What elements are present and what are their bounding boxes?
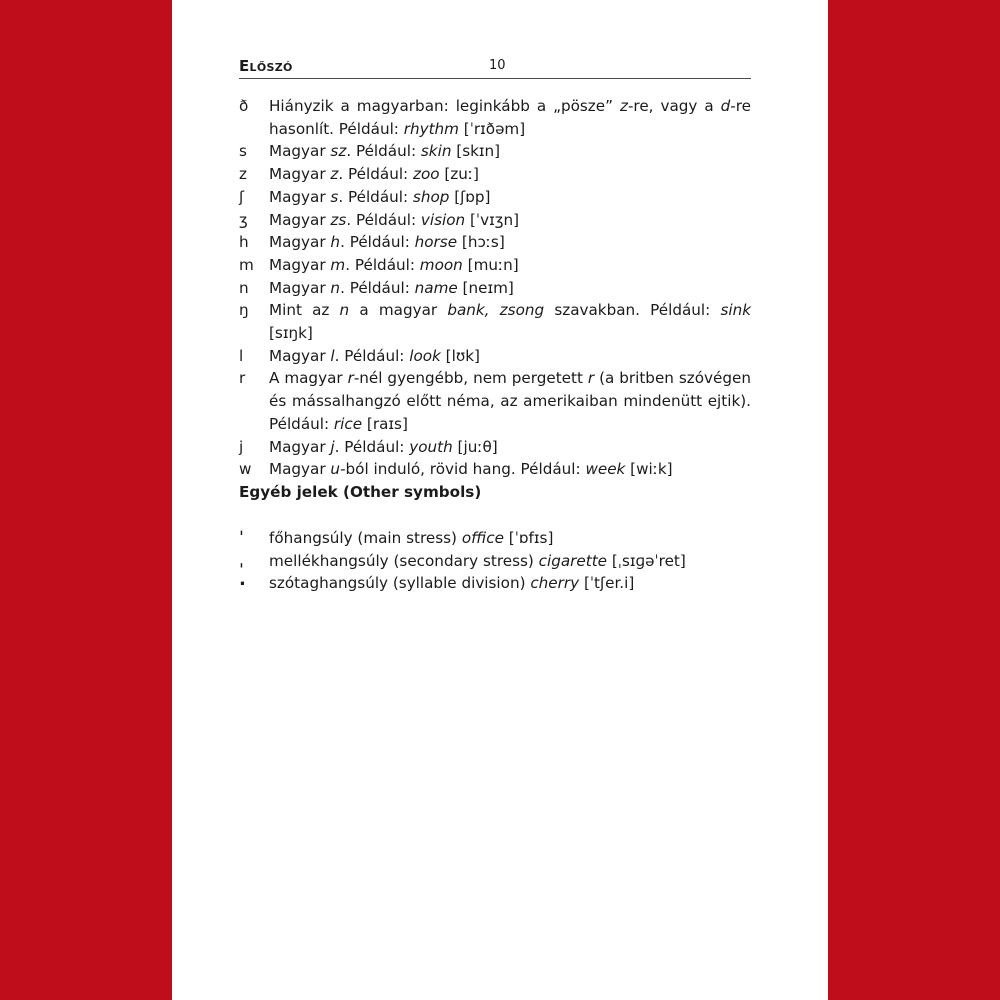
description-text: . Például: — [334, 346, 410, 365]
description-text: Hiányzik a magyarban: leginkább a „pösze” — [269, 97, 620, 115]
description — [269, 436, 751, 459]
description-text: . Például: — [346, 210, 421, 229]
page-number: 10 — [489, 58, 506, 73]
example-italic: j — [330, 437, 335, 456]
description-text: a magyar — [349, 301, 448, 320]
example-italic: cigarette — [538, 551, 608, 570]
description-text: Magyar — [269, 437, 331, 456]
description-text: Magyar — [269, 142, 331, 161]
symbol: ŋ — [239, 301, 249, 320]
description-text: [neɪm] — [457, 278, 514, 297]
description-text: [juːθ] — [452, 437, 498, 456]
example-italic: cherry — [530, 574, 580, 593]
example-italic: zoo — [412, 165, 440, 184]
description — [269, 140, 751, 163]
description-text: Magyar — [269, 278, 331, 297]
symbol: r — [239, 369, 246, 388]
example-italic: week — [585, 460, 626, 479]
example-italic: rice — [333, 414, 363, 433]
description-text: Magyar — [269, 187, 331, 206]
phonetic-symbol-list — [239, 95, 751, 481]
symbol: ˌ — [239, 550, 244, 570]
example-italic: s — [330, 187, 339, 206]
example-italic: n — [330, 278, 341, 297]
description — [269, 163, 751, 186]
description-text: [ˌsɪɡəˈret] — [607, 551, 686, 570]
symbol: h — [239, 233, 249, 252]
list-item — [239, 367, 751, 435]
description — [269, 367, 751, 435]
symbol: ˈ — [239, 528, 244, 547]
description — [269, 458, 751, 481]
description-text: [ˈtʃer.i] — [579, 574, 635, 593]
example-italic: moon — [419, 255, 463, 274]
list-item — [239, 209, 751, 232]
description-text: Magyar — [269, 210, 331, 229]
section-heading: Egyéb jelek (Other symbols) — [239, 483, 482, 501]
description — [269, 186, 751, 209]
description-text: (a britben szóvégen és mássalhangzó előtt néma, az amerikaiban mindenütt ejtik). Például: — [269, 369, 751, 433]
list-item — [239, 345, 751, 368]
description-text: . Például: — [346, 142, 421, 161]
example-italic: h — [330, 233, 341, 252]
list-item — [239, 527, 751, 550]
description-text: . Például: — [334, 437, 410, 456]
running-head — [239, 56, 751, 79]
example-italic: d — [720, 97, 731, 115]
description-text: Magyar — [269, 460, 331, 479]
description-text: Mint az — [269, 301, 340, 320]
description-text: főhangsúly (main stress) — [269, 529, 462, 547]
symbol: z — [239, 165, 247, 184]
book-page — [172, 0, 828, 1000]
symbol: . — [239, 569, 246, 591]
example-italic: z — [330, 165, 339, 184]
description-text: [ˈrɪðəm] — [458, 119, 526, 138]
description-text: [hɔːs] — [457, 233, 505, 252]
description-text: -re, vagy a — [627, 97, 721, 115]
list-item — [239, 277, 751, 300]
description-text: szavakban. Például: — [544, 301, 721, 320]
symbol: w — [239, 460, 252, 479]
description-text: [sɪŋk] — [269, 324, 313, 343]
symbol: m — [239, 255, 254, 274]
description — [269, 527, 751, 550]
list-item — [239, 95, 751, 140]
list-item — [239, 186, 751, 209]
description — [269, 254, 751, 277]
symbol: n — [239, 278, 249, 297]
example-italic: n — [339, 301, 350, 320]
example-italic: sz — [330, 142, 347, 161]
description-text: [ˈɒfɪs] — [503, 529, 554, 547]
description — [269, 299, 751, 344]
example-italic: rhythm — [403, 119, 459, 138]
example-italic: u — [330, 460, 341, 479]
description — [269, 95, 751, 140]
example-italic: sink — [720, 301, 752, 320]
example-italic: m — [330, 255, 346, 274]
description-text: . Például: — [338, 165, 413, 184]
symbol: ð — [239, 97, 249, 115]
list-item — [239, 254, 751, 277]
example-italic: name — [414, 278, 458, 297]
description-text: Magyar — [269, 233, 331, 252]
list-item — [239, 231, 751, 254]
example-italic: r — [587, 369, 595, 388]
symbol: l — [239, 346, 244, 365]
description-text: [muːn] — [462, 255, 519, 274]
example-italic: vision — [420, 210, 466, 229]
description-text: Magyar — [269, 255, 331, 274]
description-text: . Például: — [338, 187, 413, 206]
description-text: . Például: — [340, 278, 415, 297]
description-text: [lʊk] — [440, 346, 480, 365]
description — [269, 231, 751, 254]
description-text: szótaghangsúly (syllable division) — [269, 574, 531, 593]
example-italic: skin — [420, 142, 452, 161]
example-italic: horse — [414, 233, 458, 252]
list-item — [239, 436, 751, 459]
example-italic: shop — [412, 187, 450, 206]
description-text: [skɪn] — [451, 142, 501, 161]
description-text: -re hasonlít. Például: — [269, 97, 751, 138]
list-item — [239, 140, 751, 163]
description-text: . Például: — [345, 255, 420, 274]
example-italic: bank, zsong — [447, 301, 545, 320]
symbol: ʃ — [239, 187, 245, 206]
description-text: Magyar — [269, 346, 331, 365]
list-item — [239, 163, 751, 186]
list-item — [239, 569, 751, 595]
example-italic: look — [409, 346, 441, 365]
list-item — [239, 550, 751, 573]
example-italic: z — [619, 97, 628, 115]
example-italic: zs — [330, 210, 347, 229]
list-item — [239, 458, 751, 481]
description-text: [ˈvɪʒn] — [465, 210, 520, 229]
symbol: j — [239, 437, 244, 456]
description — [269, 209, 751, 232]
description-text: -nél gyengébb, nem pergetett — [353, 369, 588, 388]
description-text: . Például: — [340, 233, 415, 252]
description-text: -ból induló, rövid hang. Például: — [340, 460, 586, 479]
description — [269, 550, 751, 573]
description — [269, 345, 751, 368]
description-text: [raɪs] — [362, 414, 408, 433]
description-text: mellékhangsúly (secondary stress) — [269, 551, 539, 570]
other-symbols-list — [239, 527, 751, 595]
description-text: [zuː] — [439, 165, 479, 184]
description — [269, 277, 751, 300]
example-italic: l — [330, 346, 335, 365]
symbol: ʒ — [239, 210, 248, 229]
description-text: [ʃɒp] — [449, 187, 491, 206]
symbol: s — [239, 142, 247, 161]
list-item — [239, 299, 751, 344]
description-text: [wiːk] — [625, 460, 673, 479]
description-text: Magyar — [269, 165, 331, 184]
description — [269, 572, 751, 595]
description-text: A magyar — [269, 369, 348, 388]
chapter-title: Előszó — [239, 57, 293, 75]
example-italic: r — [347, 369, 354, 388]
example-italic: youth — [409, 437, 453, 456]
example-italic: office — [461, 529, 504, 547]
